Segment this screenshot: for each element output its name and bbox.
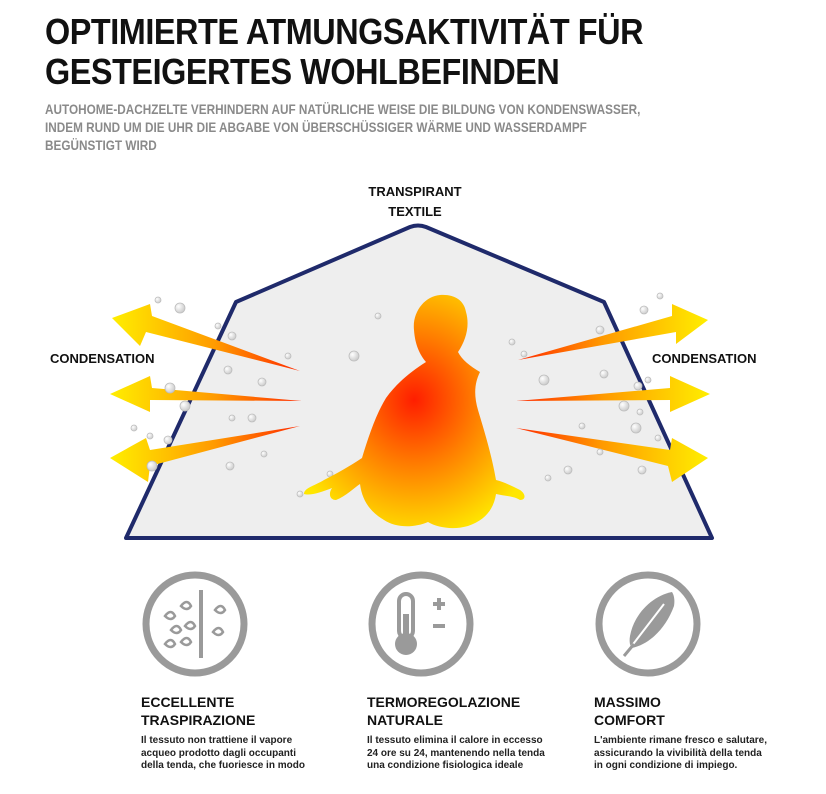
thermometer-icon (367, 570, 475, 678)
feature-comfort (594, 570, 804, 773)
title-line-1: OPTIMIERTE ATMUNGSAKTIVITÄT FÜR (45, 11, 644, 52)
feature-breathability (141, 570, 351, 773)
subtitle-line-1: AUTOHOME-DACHZELTE VERHINDERN AUF NATÜRLICHE WEISE DIE BILDUNG VON KONDENSWASSER, (45, 101, 641, 117)
title-line-2: GESTEIGERTES WOHLBEFINDEN (45, 51, 560, 92)
feature-thermoregulation (367, 570, 577, 773)
feature-description: L'ambiente rimane fresco e salutare, assicurando la vivibilità della tenda in ogni condizione di impiego. (594, 735, 768, 771)
feature-title: TERMOREGOLAZIONE NATURALE (367, 694, 521, 728)
subtitle-line-2: INDEM RUND UM DIE UHR DIE ABGABE VON ÜBERSCHÜSSIGER WÄRME UND WASSERDAMPF (45, 119, 587, 135)
page-subtitle (45, 100, 767, 154)
feature-description: Il tessuto elimina il calore in eccesso 24 ore su 24, mantenendo nella tenda una condizione fisiologica ideale (367, 735, 545, 771)
breathable-fabric-icon (141, 570, 249, 678)
tent-diagram (0, 170, 826, 570)
feature-title: ECCELLENTE TRASPIRAZIONE (141, 694, 256, 728)
condensation-label-left: CONDENSATION (50, 351, 155, 366)
condensation-label-right: CONDENSATION (652, 351, 757, 366)
page-title (45, 12, 729, 92)
feather-icon (594, 570, 702, 678)
subtitle-line-3: BEGÜNSTIGT WIRD (45, 137, 157, 153)
top-label-line-1: TRANSPIRANT (368, 184, 462, 199)
top-label-line-2: TEXTILE (388, 204, 442, 219)
feature-title: MASSIMO COMFORT (594, 694, 665, 728)
feature-description: Il tessuto non trattiene il vapore acqueo prodotto dagli occupanti della tenda, che fuoriesce in modo (141, 735, 305, 771)
